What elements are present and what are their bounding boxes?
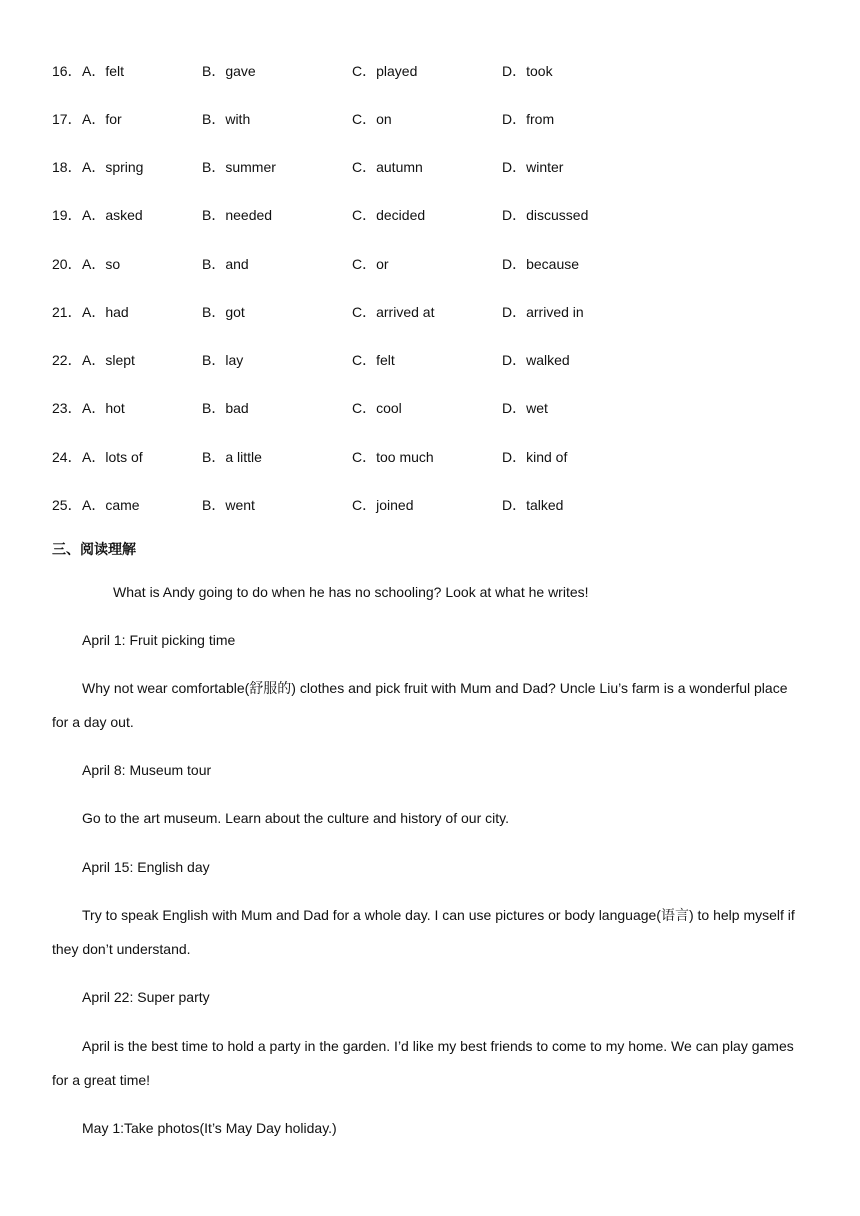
question-number: 21． bbox=[52, 304, 82, 320]
entry-heading-april-15: April 15: English day bbox=[82, 859, 210, 875]
option-c: C．cool bbox=[352, 400, 402, 416]
entry-heading-april-22: April 22: Super party bbox=[82, 989, 210, 1005]
question-number: 19． bbox=[52, 207, 82, 223]
question-row-16 bbox=[0, 61, 860, 85]
question-number: 16． bbox=[52, 63, 82, 79]
entry-heading-april-8: April 8: Museum tour bbox=[82, 762, 212, 778]
option-d: D．kind of bbox=[502, 449, 568, 465]
question-number: 22． bbox=[52, 352, 82, 368]
option-d: D．walked bbox=[502, 352, 570, 368]
option-a: A．lots of bbox=[82, 449, 143, 465]
question-row-17 bbox=[0, 109, 860, 133]
option-c: C．felt bbox=[352, 352, 395, 368]
question-row-20 bbox=[0, 254, 860, 278]
question-number: 25． bbox=[52, 497, 82, 513]
question-row-21 bbox=[0, 302, 860, 326]
option-d: D．arrived in bbox=[502, 304, 584, 320]
option-b: B．and bbox=[202, 256, 249, 272]
option-a: A．so bbox=[82, 256, 121, 272]
option-a: A．hot bbox=[82, 400, 125, 416]
option-c: C．too much bbox=[352, 449, 434, 465]
option-b: B．needed bbox=[202, 207, 273, 223]
option-c: C．or bbox=[352, 256, 389, 272]
section-title: 三、阅读理解 bbox=[52, 542, 136, 558]
question-row-18 bbox=[0, 157, 860, 181]
option-b: B．summer bbox=[202, 159, 276, 175]
entry-heading-may-1: May 1:Take photos(It’s May Day holiday.) bbox=[82, 1120, 337, 1136]
question-row-24 bbox=[0, 447, 860, 471]
entry-body-april-1: Why not wear comfortable(舒服的) clothes and pick fruit with Mum and Dad? Uncle Liu’s farm is a wonderful place for a day out. bbox=[52, 680, 788, 730]
option-c: C．on bbox=[352, 111, 392, 127]
question-number: 24． bbox=[52, 449, 82, 465]
question-row-22 bbox=[0, 350, 860, 374]
question-row-25 bbox=[0, 495, 860, 519]
option-a: A．felt bbox=[82, 63, 125, 79]
option-b: B．went bbox=[202, 497, 255, 513]
option-d: D．discussed bbox=[502, 207, 589, 223]
option-a: A．asked bbox=[82, 207, 143, 223]
question-row-23 bbox=[0, 398, 860, 422]
option-b: B．a little bbox=[202, 449, 262, 465]
option-a: A．slept bbox=[82, 352, 135, 368]
entry-heading-april-1: April 1: Fruit picking time bbox=[82, 632, 236, 648]
option-a: A．for bbox=[82, 111, 122, 127]
passage-intro: What is Andy going to do when he has no schooling? Look at what he writes! bbox=[113, 584, 589, 600]
option-b: B．bad bbox=[202, 400, 249, 416]
option-a: A．had bbox=[82, 304, 129, 320]
option-d: D．talked bbox=[502, 497, 564, 513]
option-d: D．took bbox=[502, 63, 553, 79]
option-b: B．lay bbox=[202, 352, 244, 368]
entry-body-april-15: Try to speak English with Mum and Dad for a whole day. I can use pictures or body language(语言) to help myself if they don’t understand. bbox=[52, 907, 795, 957]
option-a: A．spring bbox=[82, 159, 144, 175]
entry-body-april-22: April is the best time to hold a party in the garden. I’d like my best friends to come to my home. We can play games for a great time! bbox=[52, 1038, 794, 1088]
question-row-19 bbox=[0, 205, 860, 229]
option-b: B．with bbox=[202, 111, 251, 127]
option-b: B．gave bbox=[202, 63, 256, 79]
option-b: B．got bbox=[202, 304, 245, 320]
option-d: D．winter bbox=[502, 159, 564, 175]
option-d: D．from bbox=[502, 111, 555, 127]
option-c: C．decided bbox=[352, 207, 426, 223]
option-a: A．came bbox=[82, 497, 140, 513]
question-number: 18． bbox=[52, 159, 82, 175]
option-c: C．arrived at bbox=[352, 304, 435, 320]
option-c: C．joined bbox=[352, 497, 414, 513]
option-d: D．wet bbox=[502, 400, 548, 416]
option-c: C．played bbox=[352, 63, 418, 79]
question-number: 23． bbox=[52, 400, 82, 416]
option-c: C．autumn bbox=[352, 159, 423, 175]
question-number: 20． bbox=[52, 256, 82, 272]
entry-body-april-8: Go to the art museum. Learn about the culture and history of our city. bbox=[82, 810, 509, 826]
question-number: 17． bbox=[52, 111, 82, 127]
option-d: D．because bbox=[502, 256, 580, 272]
